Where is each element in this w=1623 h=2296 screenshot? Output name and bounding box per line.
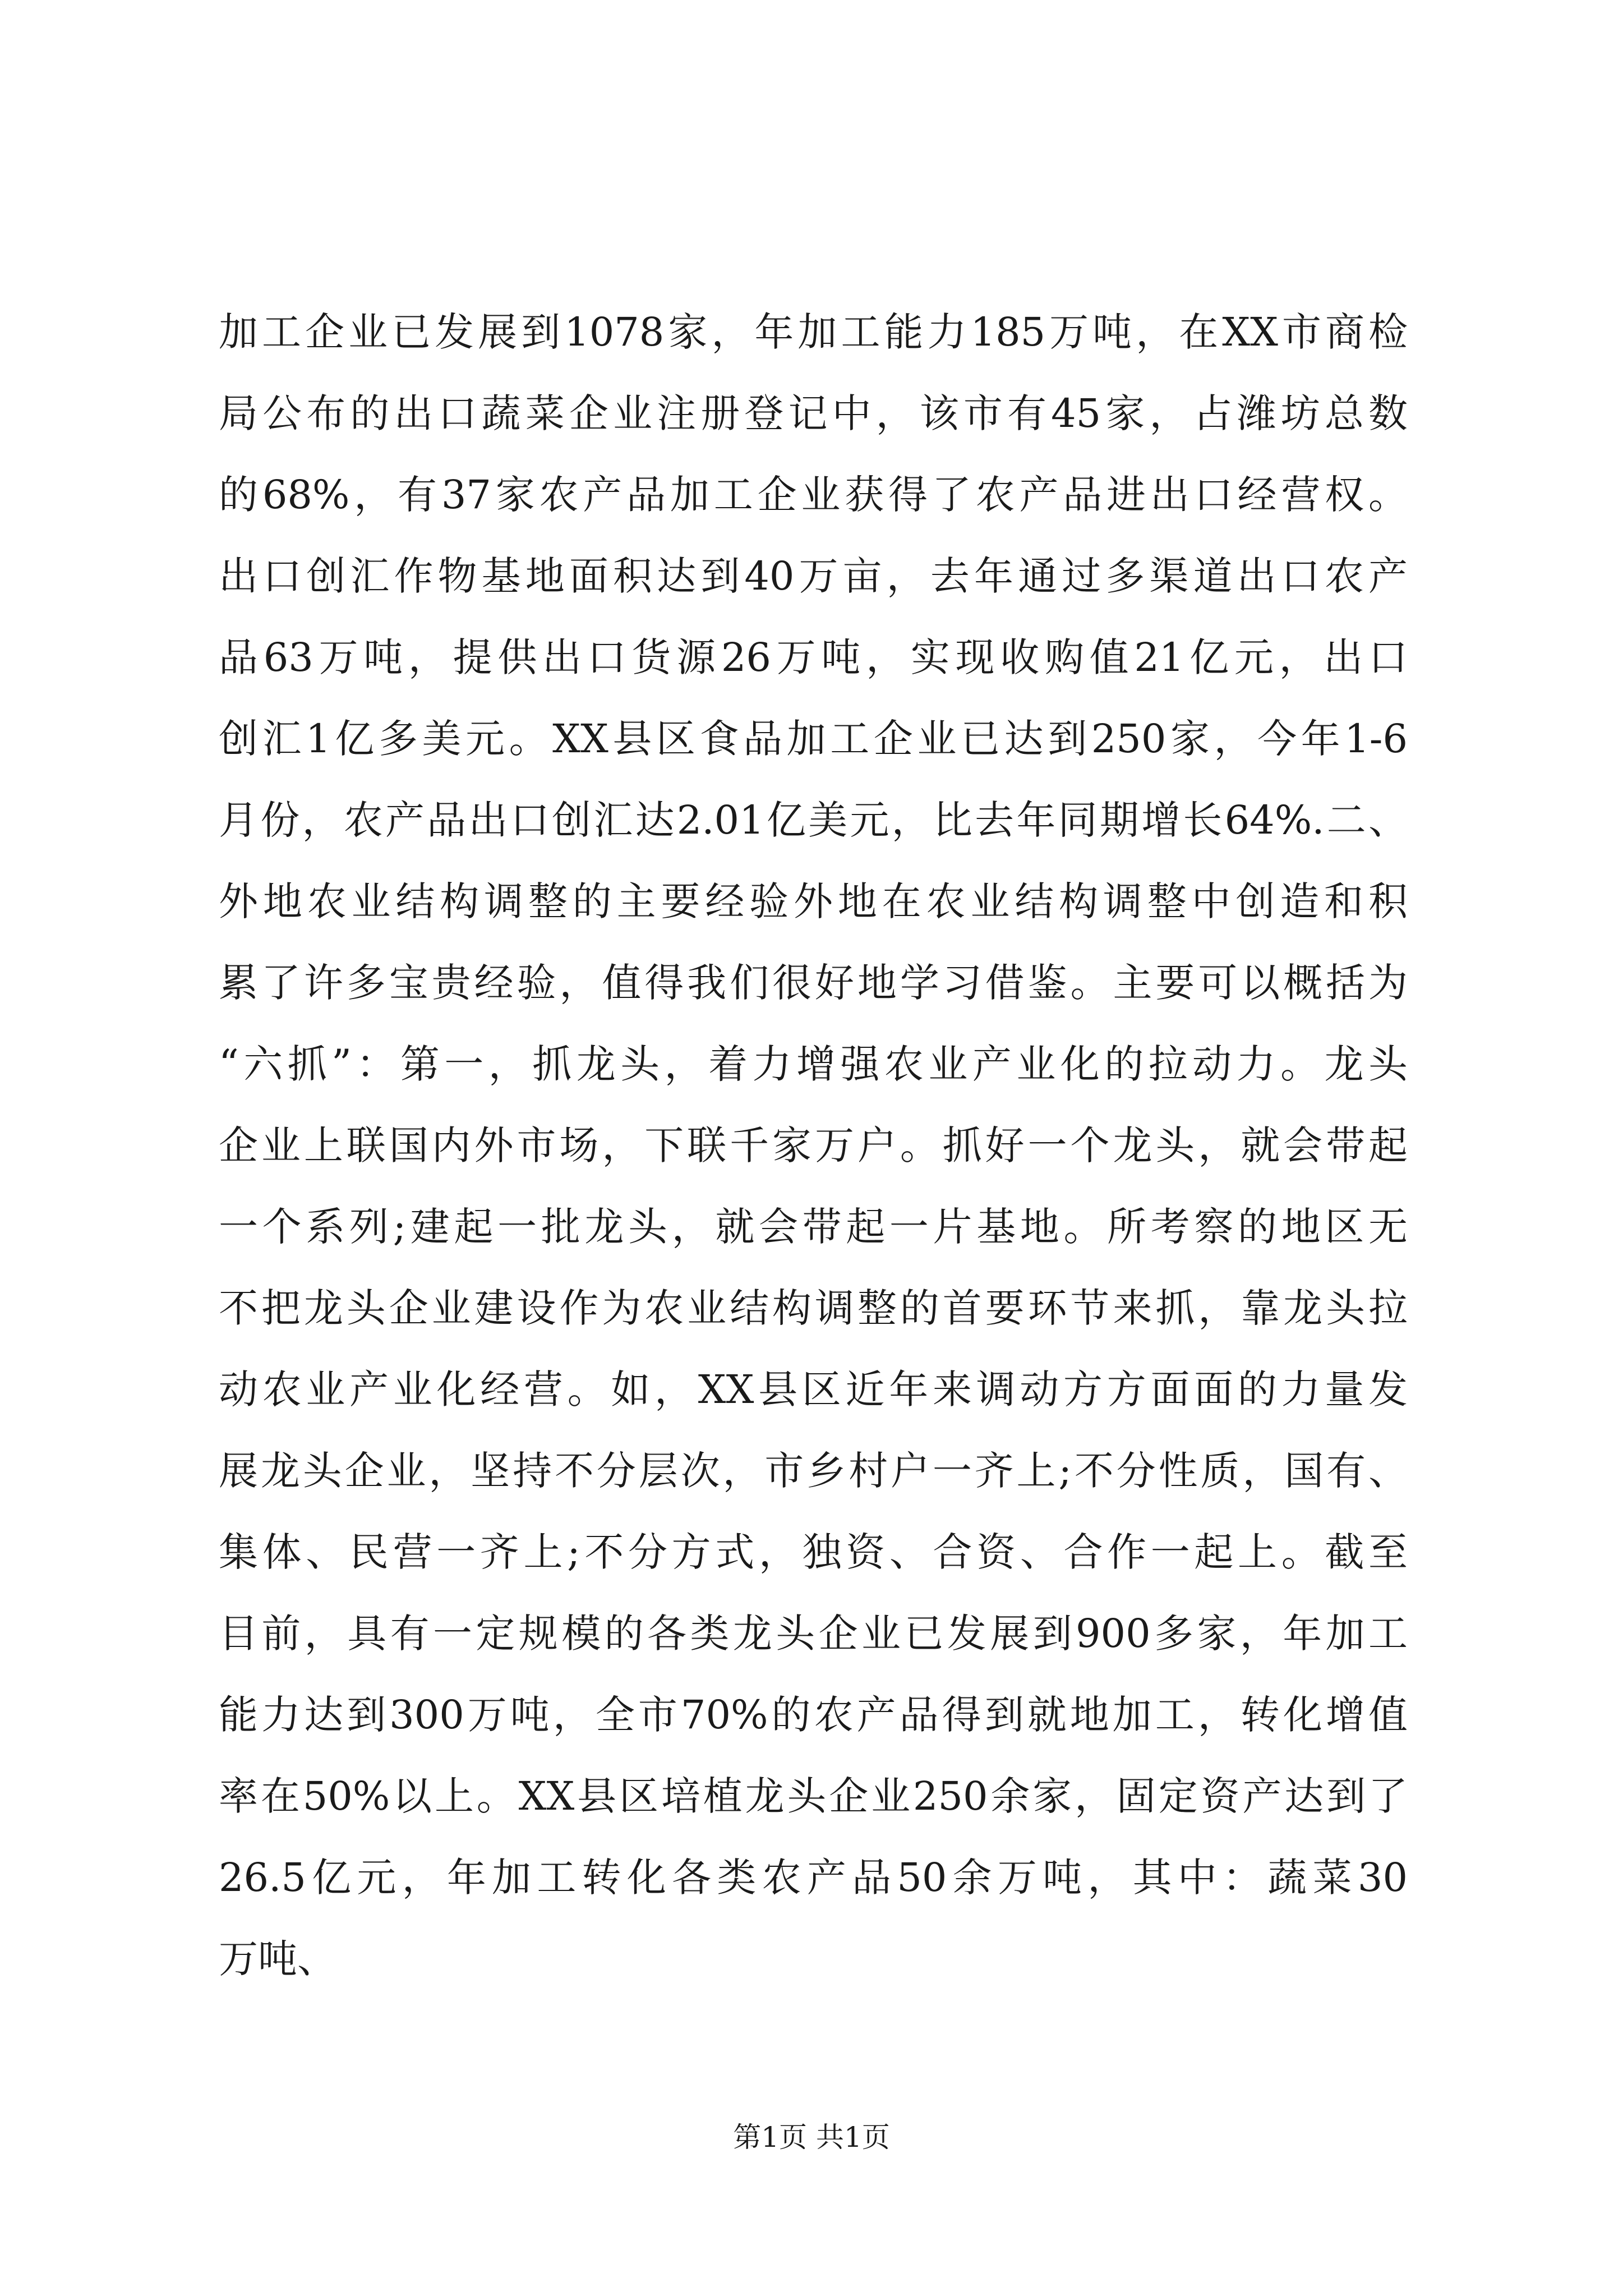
text-line: 累了许多宝贵经验，值得我们很好地学习借鉴。主要可以概括为: [219, 960, 1408, 1006]
body-text: [219, 292, 1408, 2000]
text-line: 率在50%以上。XX县区培植龙头企业250余家，固定资产达到了: [219, 1773, 1408, 1819]
text-line: 企业上联国内外市场，下联千家万户。抓好一个龙头，就会带起: [219, 1122, 1408, 1168]
text-line: 能力达到300万吨，全市70%的农产品得到就地加工，转化增值: [219, 1692, 1408, 1738]
text-line: 一个系列;建起一批龙头，就会带起一片基地。所考察的地区无: [219, 1204, 1408, 1250]
text-line: 出口创汇作物基地面积达到40万亩，去年通过多渠道出口农产: [219, 553, 1408, 599]
text-line: 品63万吨，提供出口货源26万吨，实现收购值21亿元，出口: [219, 634, 1408, 680]
text-line: 加工企业已发展到1078家，年加工能力185万吨，在XX市商检: [219, 309, 1408, 355]
text-line: 展龙头企业，坚持不分层次，市乡村户一齐上;不分性质，国有、: [219, 1448, 1408, 1494]
text-line: 动农业产业化经营。如，XX县区近年来调动方方面面的力量发: [219, 1366, 1408, 1412]
text-line: “六抓”：第一，抓龙头，着力增强农业产业化的拉动力。龙头: [219, 1041, 1408, 1087]
text-line: 集体、民营一齐上;不分方式，独资、合资、合作一起上。截至: [219, 1529, 1408, 1575]
text-line: 的68%，有37家农产品加工企业获得了农产品进出口经营权。: [219, 472, 1408, 518]
text-line: 月份，农产品出口创汇达2.01亿美元，比去年同期增长64%.二、: [219, 797, 1408, 843]
text-line: 外地农业结构调整的主要经验外地在农业结构调整中创造和积: [219, 878, 1408, 924]
text-line: 创汇1亿多美元。XX县区食品加工企业已达到250家，今年1-6: [219, 716, 1408, 762]
page-footer: 第1页 共1页: [733, 2121, 890, 2154]
text-line: 万吨、: [219, 1936, 336, 1982]
text-line: 不把龙头企业建设作为农业结构调整的首要环节来抓，靠龙头拉: [219, 1285, 1408, 1331]
text-line: 目前，具有一定规模的各类龙头企业已发展到900多家，年加工: [219, 1611, 1408, 1657]
text-line: 局公布的出口蔬菜企业注册登记中，该市有45家，占潍坊总数: [219, 390, 1408, 436]
text-line: 26.5亿元，年加工转化各类农产品50余万吨，其中：蔬菜30: [219, 1855, 1408, 1901]
